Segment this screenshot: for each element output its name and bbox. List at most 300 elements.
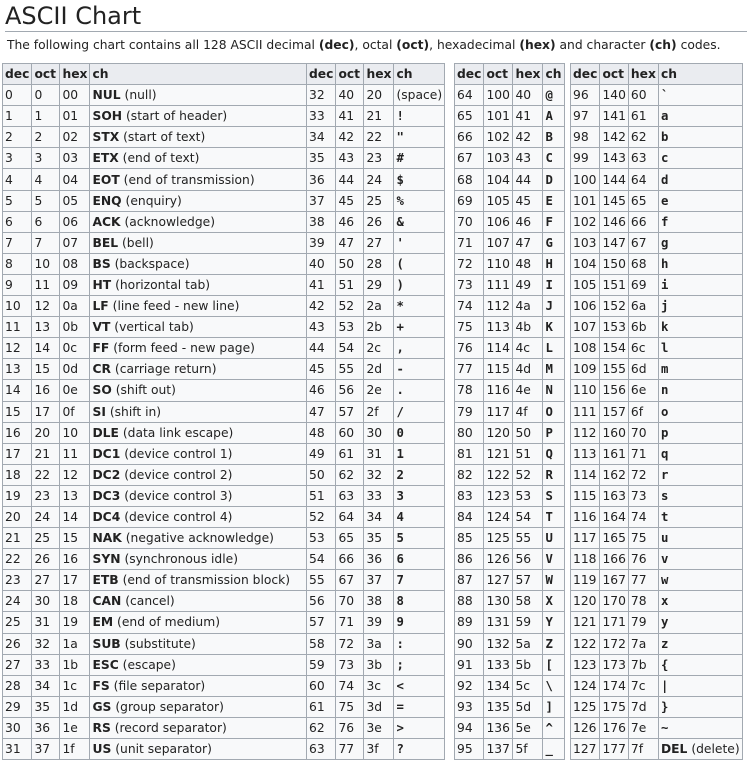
dec-cell: 43	[307, 317, 336, 338]
dec-cell: 62	[307, 717, 336, 738]
ch-cell	[543, 654, 564, 675]
dec-cell: 69	[455, 190, 484, 211]
table-row	[3, 106, 307, 127]
ch-description: (device control 2)	[124, 467, 233, 482]
hex-cell: 3d	[364, 696, 394, 717]
ch-cell	[90, 570, 307, 591]
intro-text-3: , hexadecimal	[429, 38, 520, 52]
hex-cell: 3c	[364, 675, 394, 696]
ch-symbol: {	[660, 657, 669, 672]
table-row	[3, 253, 307, 274]
ascii-table-2	[306, 63, 445, 760]
ch-cell	[658, 633, 742, 654]
ch-symbol: NUL	[92, 88, 121, 103]
oct-cell: 132	[484, 633, 513, 654]
oct-cell: 31	[32, 612, 60, 633]
oct-cell: 125	[484, 528, 513, 549]
ch-cell	[90, 338, 307, 359]
table-row	[3, 654, 307, 675]
table-row	[307, 464, 445, 485]
hex-cell: 61	[628, 106, 658, 127]
ch-cell	[658, 85, 742, 106]
ch-description: (cancel)	[125, 594, 175, 609]
ch-symbol: x	[660, 594, 669, 609]
dec-cell: 9	[3, 274, 32, 295]
oct-cell: 170	[600, 591, 628, 612]
ch-cell	[90, 464, 307, 485]
hex-cell: 0c	[60, 338, 90, 359]
oct-cell: 77	[336, 739, 364, 760]
hex-cell: 76	[628, 549, 658, 570]
dec-cell: 123	[571, 654, 600, 675]
dec-cell: 74	[455, 296, 484, 317]
hex-cell: 09	[60, 274, 90, 295]
dec-cell: 71	[455, 232, 484, 253]
oct-cell: 13	[32, 317, 60, 338]
table-row	[571, 317, 743, 338]
hex-cell: 5f	[513, 739, 543, 760]
table-row	[455, 148, 565, 169]
hex-cell: 7f	[628, 739, 658, 760]
table-row	[307, 422, 445, 443]
table-row	[307, 253, 445, 274]
oct-cell: 114	[484, 338, 513, 359]
dec-cell: 75	[455, 317, 484, 338]
column-header-dec: dec	[307, 64, 336, 85]
oct-cell: 37	[32, 739, 60, 760]
oct-cell: 107	[484, 232, 513, 253]
ch-cell	[658, 253, 742, 274]
table-row	[307, 612, 445, 633]
table-row	[571, 380, 743, 401]
ch-symbol: RS	[92, 720, 111, 735]
table-row	[571, 422, 743, 443]
oct-cell: 135	[484, 696, 513, 717]
oct-cell: 127	[484, 570, 513, 591]
ch-cell	[90, 296, 307, 317]
hex-cell: 20	[364, 85, 394, 106]
ch-cell	[658, 443, 742, 464]
hex-cell: 58	[513, 591, 543, 612]
table-row	[455, 296, 565, 317]
intro-text-4: and character	[555, 38, 650, 52]
oct-cell: 160	[600, 422, 628, 443]
ch-symbol: LF	[92, 299, 109, 314]
dec-cell: 107	[571, 317, 600, 338]
hex-cell: 77	[628, 570, 658, 591]
table-row	[571, 443, 743, 464]
ch-description: (vertical tab)	[114, 320, 194, 335]
ch-cell	[394, 169, 445, 190]
ch-symbol: N	[545, 383, 553, 398]
ch-cell	[90, 211, 307, 232]
hex-cell: 39	[364, 612, 394, 633]
table-row	[307, 633, 445, 654]
dec-cell: 25	[3, 612, 32, 633]
oct-cell: 111	[484, 274, 513, 295]
dec-cell: 12	[3, 338, 32, 359]
ch-symbol: w	[660, 573, 669, 588]
ch-symbol: "	[396, 130, 404, 145]
table-row	[571, 169, 743, 190]
dec-cell: 34	[307, 127, 336, 148]
column-header-ch: ch	[90, 64, 307, 85]
dec-cell: 64	[455, 85, 484, 106]
hex-cell: 15	[60, 528, 90, 549]
ch-cell	[543, 422, 564, 443]
dec-cell: 66	[455, 127, 484, 148]
dec-cell: 111	[571, 401, 600, 422]
oct-cell: 177	[600, 739, 628, 760]
ch-description: (shift in)	[109, 404, 162, 419]
oct-cell: 46	[336, 211, 364, 232]
ch-description: (null)	[124, 88, 157, 103]
oct-cell: 34	[32, 675, 60, 696]
dec-cell: 124	[571, 675, 600, 696]
dec-cell: 86	[455, 549, 484, 570]
dec-cell: 15	[3, 401, 32, 422]
ch-symbol: !	[396, 109, 404, 124]
hex-cell: 10	[60, 422, 90, 443]
oct-cell: 146	[600, 211, 628, 232]
table-row	[307, 274, 445, 295]
hex-cell: 57	[513, 570, 543, 591]
oct-cell: 136	[484, 717, 513, 738]
hex-cell: 35	[364, 528, 394, 549]
ch-cell	[394, 211, 445, 232]
table-row	[3, 85, 307, 106]
ch-cell	[90, 148, 307, 169]
ch-cell	[658, 696, 742, 717]
ch-cell	[543, 317, 564, 338]
table-row	[3, 317, 307, 338]
oct-cell: 104	[484, 169, 513, 190]
table-row	[307, 169, 445, 190]
ch-symbol: [	[545, 657, 553, 672]
oct-cell: 150	[600, 253, 628, 274]
oct-cell: 76	[336, 717, 364, 738]
oct-cell: 155	[600, 359, 628, 380]
dec-cell: 24	[3, 591, 32, 612]
ch-symbol: US	[92, 742, 112, 757]
ch-description: (form feed - new page)	[113, 341, 255, 356]
hex-cell: 56	[513, 549, 543, 570]
hex-cell: 02	[60, 127, 90, 148]
table-row	[3, 211, 307, 232]
ch-symbol: FF	[92, 341, 110, 356]
dec-cell: 33	[307, 106, 336, 127]
table-row	[571, 464, 743, 485]
ch-cell	[394, 739, 445, 760]
ch-symbol: SI	[92, 404, 106, 419]
ch-cell	[90, 654, 307, 675]
hex-cell: 0e	[60, 380, 90, 401]
ch-symbol: :	[396, 636, 404, 651]
oct-cell: 124	[484, 506, 513, 527]
ch-cell	[543, 464, 564, 485]
column-header-hex: hex	[628, 64, 658, 85]
oct-cell: 145	[600, 190, 628, 211]
dec-cell: 73	[455, 274, 484, 295]
hex-cell: 7c	[628, 675, 658, 696]
table-row	[307, 317, 445, 338]
hex-cell: 7d	[628, 696, 658, 717]
table-row	[455, 654, 565, 675]
dec-cell: 4	[3, 169, 32, 190]
ch-symbol: 2	[396, 467, 404, 482]
hex-cell: 25	[364, 190, 394, 211]
intro-paragraph	[7, 37, 747, 54]
ch-description: (negative acknowledge)	[125, 531, 274, 546]
oct-cell: 25	[32, 528, 60, 549]
dec-cell: 2	[3, 127, 32, 148]
ch-cell	[90, 274, 307, 295]
ch-description: (unit separator)	[115, 742, 212, 757]
ch-cell	[658, 211, 742, 232]
ch-cell	[543, 148, 564, 169]
ch-symbol: j	[660, 299, 669, 314]
oct-cell: 144	[600, 169, 628, 190]
hex-cell: 64	[628, 169, 658, 190]
ch-symbol: b	[660, 130, 669, 145]
hex-cell: 4c	[513, 338, 543, 359]
hex-cell: 2f	[364, 401, 394, 422]
table-row	[571, 612, 743, 633]
ch-cell	[543, 506, 564, 527]
dec-cell: 115	[571, 485, 600, 506]
ch-symbol: A	[545, 109, 553, 124]
ch-description: (line feed - new line)	[112, 299, 240, 314]
hex-cell: 6f	[628, 401, 658, 422]
column-header-ch: ch	[658, 64, 742, 85]
hex-cell: 74	[628, 506, 658, 527]
table-row	[307, 591, 445, 612]
dec-cell: 28	[3, 675, 32, 696]
dec-cell: 20	[3, 506, 32, 527]
ch-description: (end of transmission block)	[122, 573, 291, 588]
ch-description: (group separator)	[115, 699, 224, 714]
ch-cell	[543, 570, 564, 591]
oct-cell: 105	[484, 190, 513, 211]
hex-cell: 6e	[628, 380, 658, 401]
page	[5, 0, 747, 54]
ch-symbol: DEL	[660, 742, 688, 757]
hex-cell: 65	[628, 190, 658, 211]
ch-symbol: 8	[396, 594, 404, 609]
hex-cell: 50	[513, 422, 543, 443]
dec-cell: 95	[455, 739, 484, 760]
ch-symbol: %	[396, 193, 404, 208]
ch-symbol: SYN	[92, 552, 121, 567]
ch-symbol: M	[545, 362, 553, 377]
dec-cell: 7	[3, 232, 32, 253]
dec-cell: 57	[307, 612, 336, 633]
hex-cell: 6b	[628, 317, 658, 338]
ch-symbol: o	[660, 404, 669, 419]
hex-cell: 75	[628, 528, 658, 549]
ch-description: (record separator)	[114, 720, 227, 735]
table-row	[455, 612, 565, 633]
ch-symbol: D	[545, 172, 553, 187]
oct-cell: 176	[600, 717, 628, 738]
table-row	[571, 570, 743, 591]
ch-cell	[543, 591, 564, 612]
hex-cell: 01	[60, 106, 90, 127]
ch-cell	[90, 633, 307, 654]
table-row	[307, 717, 445, 738]
hex-cell: 52	[513, 464, 543, 485]
hex-cell: 45	[513, 190, 543, 211]
oct-cell: 10	[32, 253, 60, 274]
oct-cell: 102	[484, 127, 513, 148]
dec-cell: 84	[455, 506, 484, 527]
ch-symbol: Z	[545, 636, 553, 651]
dec-cell: 83	[455, 485, 484, 506]
table-row	[571, 485, 743, 506]
ch-cell	[658, 106, 742, 127]
dec-cell: 41	[307, 274, 336, 295]
ch-cell	[394, 443, 445, 464]
ch-symbol: CAN	[92, 594, 122, 609]
dec-cell: 99	[571, 148, 600, 169]
ch-cell	[90, 85, 307, 106]
hex-cell: 69	[628, 274, 658, 295]
table-row	[455, 401, 565, 422]
oct-cell: 116	[484, 380, 513, 401]
table-row	[571, 296, 743, 317]
ch-symbol: HT	[92, 277, 112, 292]
ch-symbol: I	[545, 277, 553, 292]
oct-cell: 130	[484, 591, 513, 612]
ch-symbol: DC1	[92, 446, 121, 461]
oct-cell: 126	[484, 549, 513, 570]
ch-description: (file separator)	[113, 678, 206, 693]
dec-cell: 26	[3, 633, 32, 654]
ch-symbol: ETX	[92, 151, 119, 166]
ch-cell	[543, 633, 564, 654]
oct-cell: 73	[336, 654, 364, 675]
ch-description: (backspace)	[114, 256, 190, 271]
hex-cell: 3b	[364, 654, 394, 675]
dec-cell: 106	[571, 296, 600, 317]
column-header-dec: dec	[571, 64, 600, 85]
table-row	[3, 296, 307, 317]
dec-cell: 22	[3, 549, 32, 570]
table-row	[571, 106, 743, 127]
table-row	[3, 401, 307, 422]
ch-symbol: J	[545, 299, 553, 314]
oct-cell: 26	[32, 549, 60, 570]
ch-description: (end of transmission)	[123, 172, 255, 187]
table-row	[3, 464, 307, 485]
table-row	[571, 654, 743, 675]
ch-symbol: NAK	[92, 531, 122, 546]
table-row	[571, 528, 743, 549]
table-row	[307, 401, 445, 422]
oct-cell: 42	[336, 127, 364, 148]
ch-cell	[90, 253, 307, 274]
hex-cell: 03	[60, 148, 90, 169]
ch-description: (start of header)	[126, 109, 228, 124]
oct-cell: 172	[600, 633, 628, 654]
table-row	[3, 570, 307, 591]
dec-cell: 125	[571, 696, 600, 717]
ch-symbol: a	[660, 109, 669, 124]
ch-symbol: CR	[92, 362, 111, 377]
ch-symbol: ETB	[92, 573, 119, 588]
table-row	[571, 232, 743, 253]
hex-cell: 27	[364, 232, 394, 253]
dec-cell: 101	[571, 190, 600, 211]
hex-cell: 7a	[628, 633, 658, 654]
table-row	[455, 633, 565, 654]
ch-cell	[90, 380, 307, 401]
dec-cell: 122	[571, 633, 600, 654]
ch-cell	[90, 696, 307, 717]
hex-cell: 37	[364, 570, 394, 591]
hex-cell: 4b	[513, 317, 543, 338]
ch-cell	[90, 190, 307, 211]
ch-cell	[658, 485, 742, 506]
ch-cell	[394, 422, 445, 443]
hex-cell: 54	[513, 506, 543, 527]
oct-cell: 112	[484, 296, 513, 317]
ch-symbol: m	[660, 362, 669, 377]
hex-cell: 7e	[628, 717, 658, 738]
hex-cell: 28	[364, 253, 394, 274]
ch-symbol: g	[660, 235, 669, 250]
dec-cell: 82	[455, 464, 484, 485]
table-row	[455, 338, 565, 359]
ch-cell	[90, 359, 307, 380]
ch-cell	[394, 106, 445, 127]
oct-cell: 55	[336, 359, 364, 380]
oct-cell: 50	[336, 253, 364, 274]
hex-cell: 40	[513, 85, 543, 106]
oct-cell: 1	[32, 106, 60, 127]
hex-cell: 2c	[364, 338, 394, 359]
ch-cell	[658, 338, 742, 359]
table-row	[455, 464, 565, 485]
ch-cell	[543, 717, 564, 738]
ch-cell	[394, 549, 445, 570]
table-row	[455, 85, 565, 106]
ch-cell	[394, 317, 445, 338]
hex-cell: 1e	[60, 717, 90, 738]
ch-cell	[394, 190, 445, 211]
hex-cell: 78	[628, 591, 658, 612]
oct-cell: 21	[32, 443, 60, 464]
ch-cell	[543, 359, 564, 380]
dec-cell: 56	[307, 591, 336, 612]
ch-symbol: +	[396, 320, 404, 335]
ch-cell	[658, 675, 742, 696]
table-row	[3, 338, 307, 359]
ch-cell	[543, 274, 564, 295]
dec-cell: 79	[455, 401, 484, 422]
ch-symbol: ~	[660, 720, 669, 735]
ch-symbol: VT	[92, 320, 111, 335]
ch-cell	[658, 274, 742, 295]
hex-cell: 34	[364, 506, 394, 527]
dec-cell: 81	[455, 443, 484, 464]
dec-cell: 48	[307, 422, 336, 443]
ch-cell	[394, 338, 445, 359]
dec-cell: 36	[307, 169, 336, 190]
dec-cell: 30	[3, 717, 32, 738]
ch-cell	[543, 169, 564, 190]
dec-cell: 118	[571, 549, 600, 570]
